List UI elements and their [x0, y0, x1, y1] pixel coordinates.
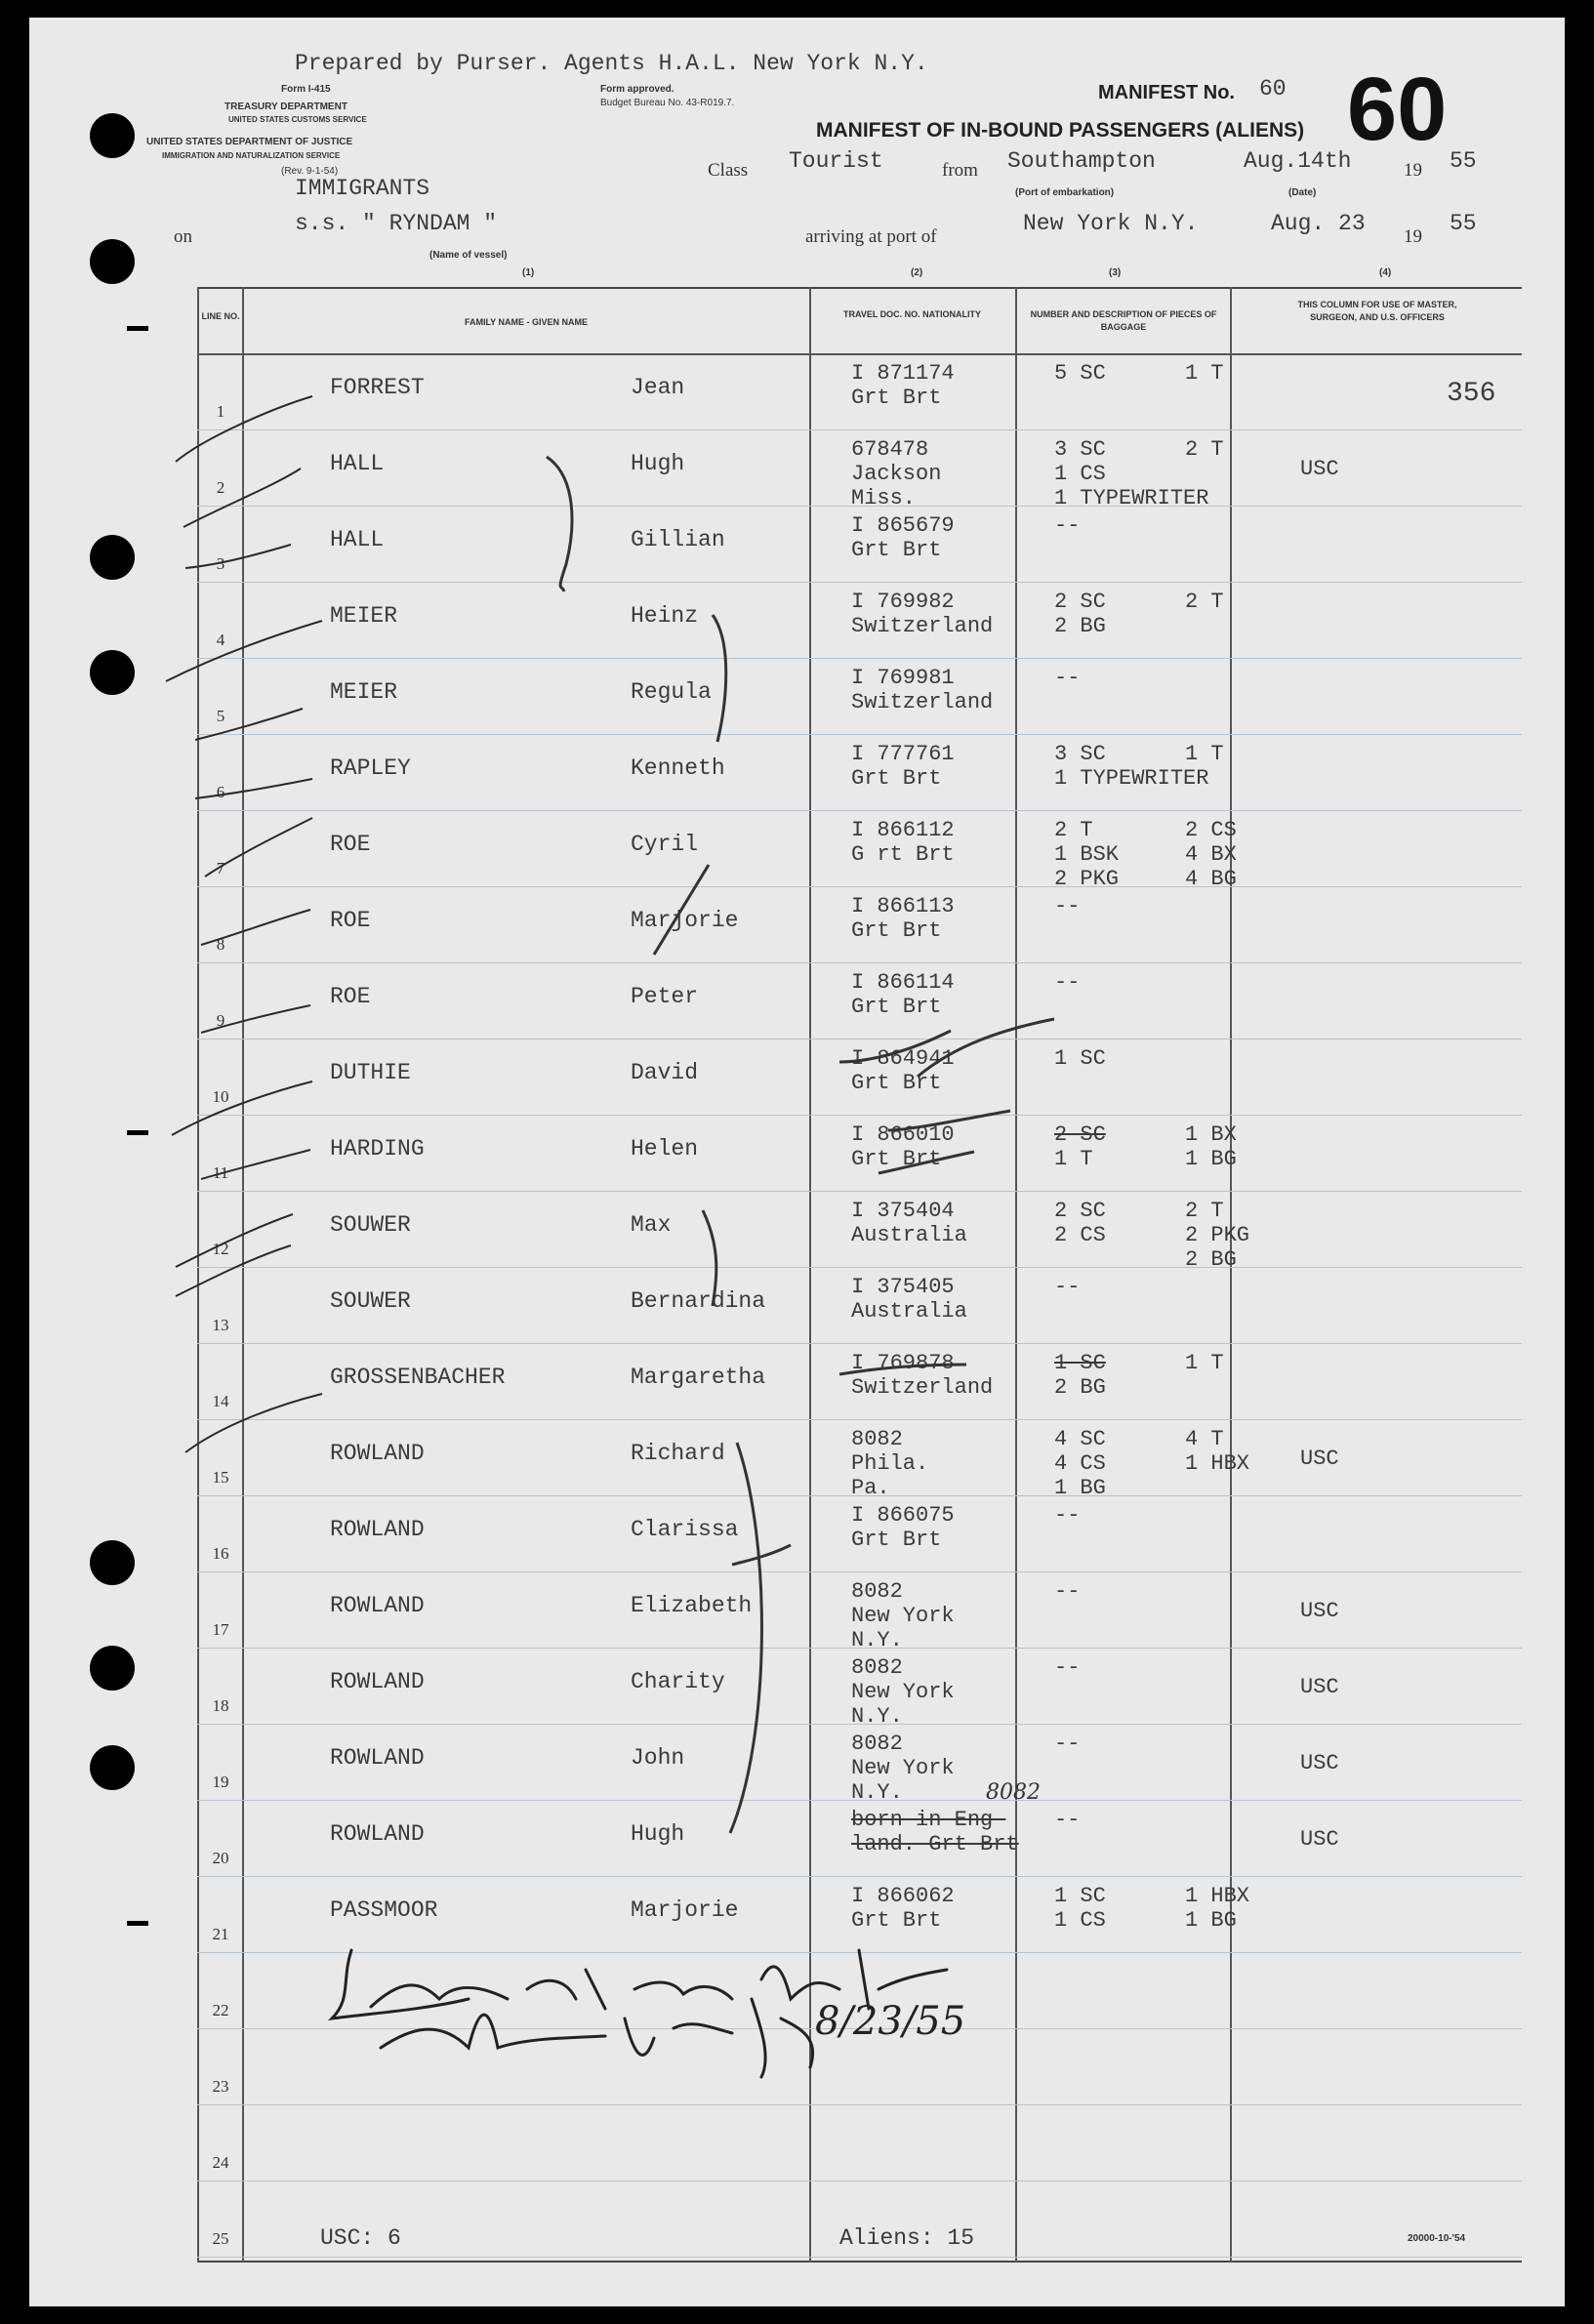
family-name: ROE [330, 908, 371, 933]
travel-doc-line: I 866010 [851, 1122, 955, 1147]
officer-note: USC [1300, 1751, 1339, 1775]
travel-doc-line: Grt Brt [851, 1071, 942, 1095]
baggage-item: 2 SC [1054, 590, 1106, 614]
travel-doc-line: Australia [851, 1299, 967, 1324]
travel-doc-line: Grt Brt [851, 538, 942, 562]
given-name: Elizabeth [631, 1593, 753, 1618]
year-embark: 55 [1450, 148, 1477, 174]
prepared-by: Prepared by Purser. Agents H.A.L. New York N.Y. [295, 51, 928, 76]
line-number: 1 [216, 402, 225, 421]
travel-doc-line: Switzerland [851, 1375, 994, 1400]
baggage-item: -- [1054, 1732, 1081, 1756]
line-number: 12 [212, 1240, 229, 1258]
baggage-item: 2 SC [1054, 1199, 1106, 1223]
travel-doc-line: I 375404 [851, 1199, 955, 1223]
col-mark-4: (4) [1379, 267, 1392, 278]
aliens-total: Aliens: 15 [839, 2225, 975, 2251]
form-label: Form I-415 [281, 84, 331, 95]
class-value: Tourist [789, 148, 883, 174]
baggage-item: 1 BG [1185, 1147, 1237, 1171]
print-code: 20000-10-'54 [1408, 2233, 1466, 2244]
baggage-item: 2 T [1185, 437, 1224, 462]
travel-doc-line: Switzerland [851, 690, 994, 714]
year-prefix-embark: 19 [1404, 160, 1422, 181]
line-number: 21 [212, 1925, 229, 1943]
baggage-item: -- [1054, 666, 1081, 690]
travel-doc-line: Phila. [851, 1451, 929, 1476]
officer-note: USC [1300, 1675, 1339, 1699]
line-number: 13 [212, 1316, 229, 1334]
given-name: Margaretha [631, 1365, 766, 1390]
baggage-item: 1 SC [1054, 1351, 1106, 1375]
baggage-item: 1 BG [1185, 1908, 1237, 1933]
officer-note: USC [1300, 1447, 1339, 1471]
family-name: ROWLAND [330, 1593, 425, 1618]
given-name: Regula [631, 679, 712, 705]
baggage-item: 1 T [1054, 1147, 1093, 1171]
col-mark-2: (2) [911, 267, 923, 278]
baggage-item: -- [1054, 1655, 1081, 1680]
line-number: 2 [216, 478, 225, 497]
given-name: David [631, 1060, 699, 1085]
travel-doc-line: Grt Brt [851, 918, 942, 943]
given-name: Kenneth [631, 755, 725, 781]
line-number: 24 [212, 2153, 229, 2172]
travel-doc-line: Grt Brt [851, 995, 942, 1019]
travel-doc-line: I 777761 [851, 742, 955, 766]
travel-doc-line: New York [851, 1756, 955, 1780]
family-name: MEIER [330, 603, 398, 629]
line-number: 15 [212, 1468, 229, 1487]
baggage-item: 1 CS [1054, 462, 1106, 486]
manifest-no-label: MANIFEST No. [1098, 82, 1235, 103]
date-caption: (Date) [1288, 187, 1317, 198]
baggage-item: 2 BG [1185, 1247, 1237, 1272]
family-name: SOUWER [330, 1288, 411, 1314]
family-name: ROWLAND [330, 1821, 425, 1847]
travel-doc-line: N.Y. [851, 1704, 903, 1729]
given-name: Marjorie [631, 908, 739, 933]
family-name: DUTHIE [330, 1060, 411, 1085]
line-number: 16 [212, 1544, 229, 1563]
port-embark: Southampton [1007, 148, 1156, 174]
family-name: HARDING [330, 1136, 425, 1162]
baggage-item: 4 BG [1185, 867, 1237, 891]
officer-note: USC [1300, 1827, 1339, 1852]
travel-doc-line: I 769982 [851, 590, 955, 614]
date-embark: Aug.14th [1244, 148, 1352, 174]
family-name: ROE [330, 832, 371, 857]
family-name: MEIER [330, 679, 398, 705]
travel-doc-line: I 865679 [851, 513, 955, 538]
line-number: 3 [216, 554, 225, 573]
travel-doc-line: 8082 [851, 1579, 903, 1604]
given-name: Marjorie [631, 1897, 739, 1923]
baggage-item: 1 TYPEWRITER [1054, 766, 1209, 791]
baggage-item: 1 SC [1054, 1046, 1106, 1071]
baggage-item: 1 T [1185, 361, 1224, 386]
given-name: Bernardina [631, 1288, 766, 1314]
ins-service: IMMIGRATION AND NATURALIZATION SERVICE [162, 151, 341, 160]
baggage-item: 1 T [1185, 742, 1224, 766]
family-name: PASSMOOR [330, 1897, 438, 1923]
baggage-item: 1 HBX [1185, 1451, 1250, 1476]
family-name: HALL [330, 527, 385, 552]
class-label: Class [708, 160, 749, 181]
given-name: Jean [631, 375, 685, 400]
given-name: Hugh [631, 451, 685, 476]
given-name: Hugh [631, 1821, 685, 1847]
baggage-item: -- [1054, 970, 1081, 995]
baggage-item: 1 SC [1054, 1884, 1106, 1908]
vessel-caption: (Name of vessel) [429, 250, 508, 261]
travel-doc-line: I 769878 [851, 1351, 955, 1375]
vessel-name: s.s. " RYNDAM " [295, 211, 498, 236]
form-approved: Form approved. [600, 84, 674, 95]
given-name: Gillian [631, 527, 725, 552]
travel-doc-line: N.Y. [851, 1628, 903, 1652]
travel-doc-line: I 866112 [851, 818, 955, 842]
travel-doc-line: I 871174 [851, 361, 955, 386]
travel-doc-line: Jackson [851, 462, 942, 486]
baggage-item: 1 HBX [1185, 1884, 1250, 1908]
line-number: 7 [216, 859, 225, 877]
baggage-item: 1 BX [1185, 1122, 1237, 1147]
travel-doc-line: I 375405 [851, 1275, 955, 1299]
baggage-item: 4 T [1185, 1427, 1224, 1451]
family-name: RAPLEY [330, 755, 411, 781]
baggage-item: 4 CS [1054, 1451, 1106, 1476]
col-header-name: FAMILY NAME - GIVEN NAME [464, 317, 588, 327]
line-number: 8 [216, 935, 225, 954]
line-number: 22 [212, 2001, 229, 2019]
baggage-item: 3 SC [1054, 437, 1106, 462]
line-number: 23 [212, 2077, 229, 2096]
category: IMMIGRANTS [295, 176, 430, 201]
line-number: 4 [216, 631, 225, 649]
given-name: Richard [631, 1441, 725, 1466]
baggage-item: 2 CS [1185, 818, 1237, 842]
col-mark-3: (3) [1109, 267, 1122, 278]
travel-doc-line: I 866075 [851, 1503, 955, 1528]
line-number: 25 [212, 2229, 229, 2248]
baggage-item: 4 SC [1054, 1427, 1106, 1451]
baggage-item: 2 BG [1054, 1375, 1106, 1400]
year-prefix-arrival: 19 [1404, 226, 1422, 247]
travel-doc-line: New York [851, 1680, 955, 1704]
baggage-item: 2 PKG [1185, 1223, 1250, 1247]
travel-doc-line: Australia [851, 1223, 967, 1247]
travel-doc-line: Grt Brt [851, 766, 942, 791]
manifest-no-stamp: 60 [1347, 60, 1448, 159]
baggage-item: 2 BG [1054, 614, 1106, 638]
col-mark-1: (1) [522, 267, 535, 278]
doc-correction-note: 8082 [986, 1780, 1041, 1805]
line-number: 19 [212, 1773, 229, 1791]
manifest-no-typed: 60 [1259, 76, 1287, 102]
port-arrival: New York N.Y. [1023, 211, 1199, 236]
baggage-item: 2 SC [1054, 1122, 1106, 1147]
year-arrival: 55 [1450, 211, 1477, 236]
baggage-item: 3 SC [1054, 742, 1106, 766]
dept-justice: UNITED STATES DEPARTMENT OF JUSTICE [146, 137, 353, 147]
travel-doc-line: G rt Brt [851, 842, 955, 867]
baggage-item: 1 T [1185, 1351, 1224, 1375]
baggage-item: -- [1054, 1579, 1081, 1604]
family-name: ROWLAND [330, 1745, 425, 1771]
family-name: SOUWER [330, 1212, 411, 1238]
line-number: 11 [212, 1163, 229, 1182]
arriving-label: arriving at port of [805, 226, 937, 247]
travel-doc-line: I 769981 [851, 666, 955, 690]
line-number: 5 [216, 707, 225, 725]
baggage-item: 1 CS [1054, 1908, 1106, 1933]
officer-note: USC [1300, 457, 1339, 481]
travel-doc-line: New York [851, 1604, 955, 1628]
baggage-item: -- [1054, 1275, 1081, 1299]
line-number: 20 [212, 1849, 229, 1867]
baggage-item: 2 T [1185, 590, 1224, 614]
baggage-item: -- [1054, 894, 1081, 918]
baggage-item: 4 BX [1185, 842, 1237, 867]
baggage-item: 1 BG [1054, 1476, 1106, 1500]
signature-date: 8/23/55 [815, 1999, 966, 2044]
line-number: 18 [212, 1696, 229, 1715]
customs-service: UNITED STATES CUSTOMS SERVICE [228, 115, 367, 124]
travel-doc-line: I 866113 [851, 894, 955, 918]
baggage-item: 1 TYPEWRITER [1054, 486, 1209, 510]
line-number: 6 [216, 783, 225, 801]
line-number: 10 [212, 1087, 229, 1106]
travel-doc-line: Grt Brt [851, 386, 942, 410]
col-header-line-no: LINE NO. [201, 311, 240, 321]
travel-doc-line: I 864941 [851, 1046, 955, 1071]
line-number: 17 [212, 1620, 229, 1639]
travel-doc-line: Miss. [851, 486, 917, 510]
given-name: Max [631, 1212, 672, 1238]
travel-doc-line: N.Y. [851, 1780, 903, 1805]
given-name: John [631, 1745, 685, 1771]
baggage-item: -- [1054, 1503, 1081, 1528]
family-name: HALL [330, 451, 385, 476]
baggage-item: -- [1054, 513, 1081, 538]
travel-doc-line: Switzerland [851, 614, 994, 638]
dept-treasury: TREASURY DEPARTMENT [225, 102, 347, 112]
family-name: ROE [330, 984, 371, 1009]
officer-note: 356 [1447, 379, 1496, 409]
travel-doc-line: 678478 [851, 437, 929, 462]
family-name: ROWLAND [330, 1441, 425, 1466]
usc-total: USC: 6 [320, 2225, 401, 2251]
given-name: Clarissa [631, 1517, 739, 1542]
travel-doc-line: Grt Brt [851, 1528, 942, 1552]
given-name: Charity [631, 1669, 725, 1694]
travel-doc-line: I 866062 [851, 1884, 955, 1908]
col-header-officers: THIS COLUMN FOR USE OF MASTER, SURGEON, AND U.S. OFFICERS [1297, 300, 1457, 322]
officer-note: USC [1300, 1599, 1339, 1623]
family-name: ROWLAND [330, 1669, 425, 1694]
travel-doc-line: 8082 [851, 1427, 903, 1451]
baggage-item: 2 T [1185, 1199, 1224, 1223]
given-name: Helen [631, 1136, 699, 1162]
travel-doc-line: Grt Brt [851, 1147, 942, 1171]
port-caption: (Port of embarkation) [1015, 187, 1115, 198]
baggage-item: 2 T [1054, 818, 1093, 842]
line-number: 14 [212, 1392, 229, 1410]
baggage-item: 2 PKG [1054, 867, 1120, 891]
date-arrival: Aug. 23 [1271, 211, 1366, 236]
family-name: GROSSENBACHER [330, 1365, 506, 1390]
budget-bureau: Budget Bureau No. 43-R019.7. [600, 98, 735, 108]
baggage-item: -- [1054, 1808, 1081, 1832]
family-name: ROWLAND [330, 1517, 425, 1542]
family-name: FORREST [330, 375, 425, 400]
revision: (Rev. 9-1-54) [281, 166, 339, 177]
given-name: Cyril [631, 832, 699, 857]
col-header-travel-doc: TRAVEL DOC. NO. NATIONALITY [843, 309, 981, 319]
baggage-item: 1 BSK [1054, 842, 1120, 867]
travel-doc-line: I 866114 [851, 970, 955, 995]
travel-doc-line: born in Eng- [851, 1808, 1006, 1832]
given-name: Peter [631, 984, 699, 1009]
baggage-item: 5 SC [1054, 361, 1106, 386]
given-name: Heinz [631, 603, 699, 629]
manifest-title: MANIFEST OF IN-BOUND PASSENGERS (ALIENS) [816, 119, 1305, 142]
travel-doc-line: 8082 [851, 1732, 903, 1756]
travel-doc-line: Pa. [851, 1476, 890, 1500]
on-label: on [174, 226, 192, 247]
travel-doc-line: Grt Brt [851, 1908, 942, 1933]
col-header-baggage: NUMBER AND DESCRIPTION OF PIECES OF BAGGAGE [1030, 309, 1217, 332]
line-number: 9 [216, 1011, 225, 1030]
travel-doc-line: land. Grt Brt [851, 1832, 1019, 1856]
manifest-page [29, 18, 1565, 2306]
baggage-item: 2 CS [1054, 1223, 1106, 1247]
travel-doc-line: 8082 [851, 1655, 903, 1680]
from-label: from [942, 160, 978, 181]
